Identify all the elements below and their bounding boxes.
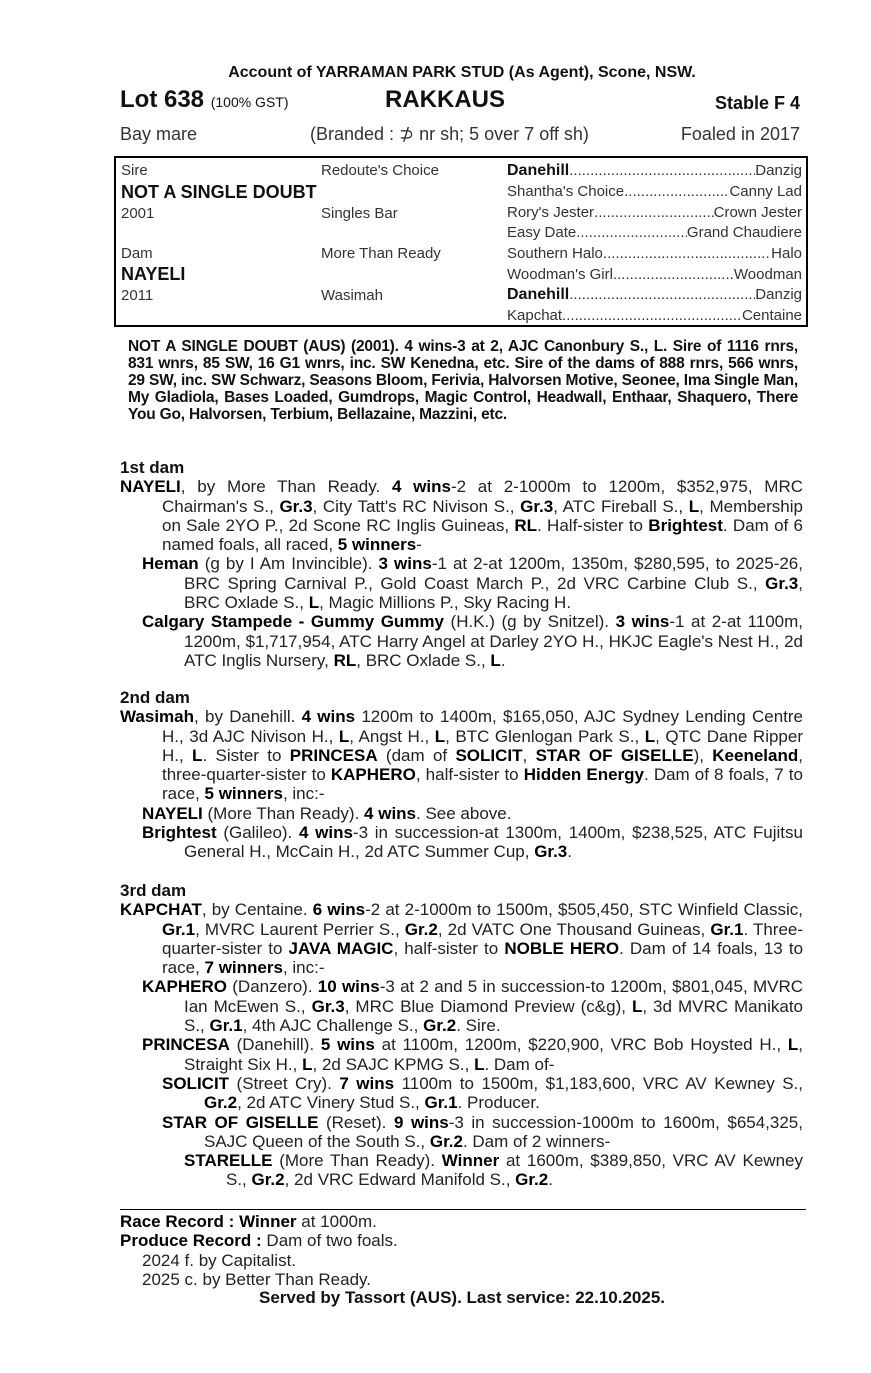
brand-description: (Branded : ⊅ nr sh; 5 over 7 off sh) <box>310 124 589 144</box>
gen3-row: Woodman's Girl ..... Woodman <box>507 266 802 283</box>
dam-year: 2011 <box>121 287 154 304</box>
sire-year: 2001 <box>121 205 155 222</box>
dam-name: NAYELI <box>121 264 186 284</box>
dam-entry: NAYELI, by More Than Ready. 4 wins-2 at 2-1000m to 1200m, $352,975, MRC Chairman's S., Gr.3, City Tatt's RC Nivison S., Gr.3, ATC Fireball S., L, Membership on Sale 2YO P., 2d Scone RC Inglis Guineas, RL. Half-sister to Brightest. Dam of 6 named foals, all raced, 5 winners- <box>120 477 803 555</box>
records-section <box>120 1212 398 1289</box>
foal-entry: 2024 f. by Capitalist. <box>142 1250 297 1270</box>
stable-number: Stable F 4 <box>714 93 800 113</box>
progeny-entry: Calgary Stampede - Gummy Gummy (H.K.) (g by Snitzel). 3 wins-1 at 2-at 1100m, 1200m, $1,717,954, ATC Harry Angel at Darley 2YO H., HKJC Eagle's Nest H., 2d ATC Inglis Nursery, RL, BRC Oxlade S., L. <box>142 612 803 670</box>
dam-entry: Wasimah, by Danehill. 4 wins 1200m to 1400m, $165,050, AJC Sydney Lending Centre H., 3d AJC Nivison H., L, Angst H., L, BTC Glenlogan Park S., L, QTC Dane Ripper H., L. Sister to PRINCESA (dam of SOLICIT, STAR OF GISELLE), Keeneland, three-quarter-sister to KAPHERO, half-sister to Hidden Energy. Dam of 8 foals, 7 to race, 5 winners, inc:- <box>120 707 803 804</box>
dam-entry: KAPCHAT, by Centaine. 6 wins-2 at 2-1000m to 1500m, $505,450, STC Winfield Classic, Gr.1, MVRC Laurent Perrier S., Gr.2, 2d VATC One Thousand Guineas, Gr.1. Three-quarter-sister to JAVA MAGIC, half-sister to NOBLE HERO. Dam of 14 foals, 13 to race, 7 winners, inc:- <box>120 900 804 978</box>
progeny-entry: KAPHERO (Danzero). 10 wins-3 at 2 and 5 in succession-to 1200m, $801,045, MVRC Ian McEwen S., Gr.3, MRC Blue Diamond Preview (c&g), L, 3d MVRC Manikato S., Gr.1, 4th AJC Challenge S., Gr.2. Sire. <box>142 977 803 1036</box>
gen3-row: Southern Halo ..... Halo <box>507 245 802 262</box>
gen3-row: Rory's Jester ..... Crown Jester <box>507 204 802 221</box>
second-dam-heading: 2nd dam <box>120 688 190 707</box>
vendor-account: Account of YARRAMAN PARK STUD (As Agent), Scone, NSW. <box>228 64 696 81</box>
dam-sire: More Than Ready <box>321 245 441 262</box>
lot-number <box>120 86 289 114</box>
foal-entry: 2025 c. by Better Than Ready. <box>142 1269 372 1289</box>
race-record: Race Record : Winner at 1000m. <box>120 1212 377 1231</box>
sire-summary: NOT A SINGLE DOUBT (AUS) (2001). 4 wins-3 at 2, AJC Canonbury S., L. Sire of 1116 rnrs, 831 wnrs, 85 SW, 16 G1 wnrs, inc. SW Kenedna, etc. Sire of the dams of 888 rnrs, 566 wnrs, 29 SW, inc. SW Schwarz, Seasons Bloom, Ferivia, Halvorsen Motive, Seonee, Ima Single Man, My Gladiola, Bases Loaded, Gumdrops, Magic Control, Headwall, Enthaar, Shaquero, There You Go, Halvorsen, Terbium, Bellazaine, Mazzini, etc. <box>128 338 798 423</box>
first-dam-heading: 1st dam <box>120 458 185 477</box>
sire-label: Sire <box>121 162 148 179</box>
third-dam-section <box>120 881 803 1190</box>
service-note: Served by Tassort (AUS). Last service: 22.10.2025. <box>259 1288 665 1307</box>
progeny-entry: NAYELI (More Than Ready). 4 wins. See above. <box>142 803 512 823</box>
third-dam-heading: 3rd dam <box>120 881 187 900</box>
progeny-entry: Brightest (Galileo). 4 wins-3 in succession-at 1300m, 1400m, $238,525, ATC Fujitsu General H., McCain H., 2d ATC Summer Cup, Gr.3. <box>142 823 803 862</box>
gen3-row: Danehill ..... Danzig <box>507 286 802 304</box>
progeny-entry: SOLICIT (Street Cry). 7 wins 1100m to 1500m, $1,183,600, VRC AV Kewney S., Gr.2, 2d ATC Vinery Stud S., Gr.1. Producer. <box>162 1073 804 1113</box>
second-dam-section <box>120 688 803 862</box>
sire-name: NOT A SINGLE DOUBT <box>121 182 317 202</box>
gst-note: (100% GST) <box>210 94 289 110</box>
progeny-entry: Heman (g by I Am Invincible). 3 wins-1 at 2-at 1200m, 1350m, $280,595, to 2025-26, BRC Spring Carnival P., Gold Coast March P., 2d VRC Carbine Club S., Gr.3, BRC Oxlade S., L, Magic Millions P., Sky Racing H. <box>142 554 803 613</box>
progeny-entry: STAR OF GISELLE (Reset). 9 wins-3 in succession-1000m to 1600m, $654,325, SAJC Queen of the South S., Gr.2. Dam of 2 winners- <box>162 1112 803 1151</box>
progeny-entry: PRINCESA (Danehill). 5 wins at 1100m, 1200m, $220,900, VRC Bob Hoysted H., L, Straight Six H., L, 2d SAJC KPMG S., L. Dam of- <box>142 1035 803 1074</box>
lot-label: Lot 638 <box>120 86 205 113</box>
horse-name: RAKKAUS <box>385 86 505 113</box>
sire-sire: Redoute's Choice <box>321 162 439 179</box>
first-dam-section <box>120 458 803 670</box>
section-divider <box>120 1209 806 1210</box>
gen3-row: Shantha's Choice ..... Canny Lad <box>507 183 802 200</box>
progeny-entry: STARELLE (More Than Ready). Winner at 1600m, $389,850, VRC AV Kewney S., Gr.2, 2d VRC Edward Manifold S., Gr.2. <box>184 1151 803 1190</box>
produce-record: Produce Record : Dam of two foals. <box>120 1231 398 1251</box>
colour-sex: Bay mare <box>120 124 198 144</box>
sire-dam: Singles Bar <box>321 205 398 222</box>
gen3-row: Kapchat ..... Centaine <box>507 307 802 324</box>
foaled-year: Foaled in 2017 <box>680 124 800 144</box>
dam-label: Dam <box>121 245 153 262</box>
pedigree-table <box>114 156 808 327</box>
gen3-row: Easy Date ..... Grand Chaudiere <box>507 224 802 241</box>
dam-dam: Wasimah <box>321 287 383 304</box>
gen3-row: Danehill ..... Danzig <box>507 162 802 180</box>
